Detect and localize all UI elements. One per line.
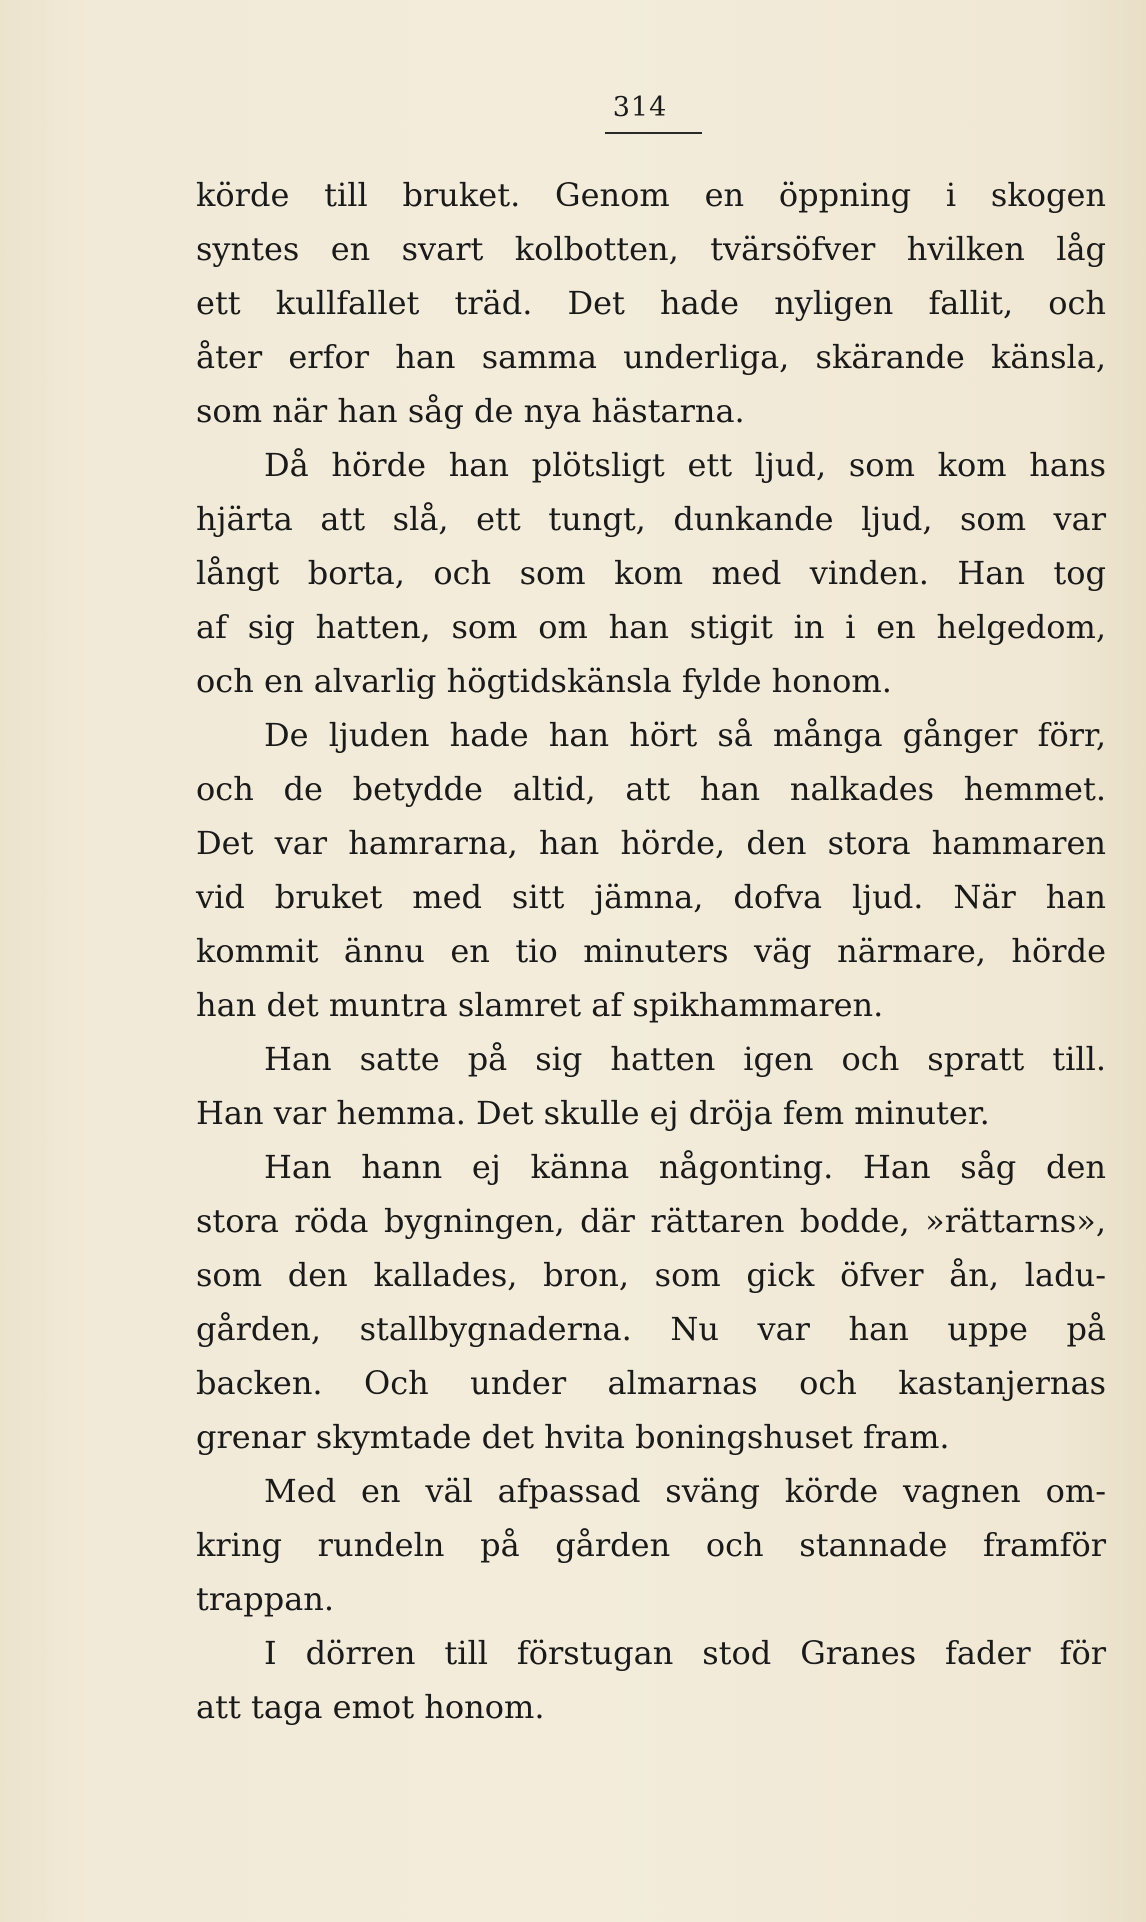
text-line: han det muntra slamret af spikhammaren. bbox=[196, 986, 884, 1024]
text-line: åter erfor han samma underliga, skärande känsla, bbox=[196, 338, 1106, 376]
text-line: Han hann ej känna någonting. Han såg den bbox=[264, 1148, 1106, 1186]
text-line: som den kallades, bron, som gick öfver ån, ladu- bbox=[196, 1256, 1106, 1294]
text-line: och de betydde altid, att han nalkades hemmet. bbox=[196, 770, 1106, 808]
text-line: som när han såg de nya hästarna. bbox=[196, 392, 745, 430]
text-line: kommit ännu en tio minuters väg närmare, hörde bbox=[196, 932, 1106, 970]
text-line: att taga emot honom. bbox=[196, 1688, 545, 1726]
text-line: vid bruket med sitt jämna, dofva ljud. När han bbox=[196, 878, 1106, 916]
text-line: syntes en svart kolbotten, tvärsöfver hvilken låg bbox=[196, 230, 1106, 268]
text-line: stora röda bygningen, där rättaren bodde, »rättarns», bbox=[196, 1202, 1106, 1240]
text-line: och en alvarlig högtidskänsla fylde honom. bbox=[196, 662, 892, 700]
text-line: I dörren till förstugan stod Granes fader för bbox=[264, 1634, 1106, 1672]
text-line: körde till bruket. Genom en öppning i skogen bbox=[196, 176, 1106, 214]
text-line: trappan. bbox=[196, 1580, 335, 1618]
page-number: 314 bbox=[612, 92, 668, 123]
text-line: af sig hatten, som om han stigit in i en helgedom, bbox=[196, 608, 1106, 646]
body-text bbox=[196, 168, 1106, 1734]
text-line: hjärta att slå, ett tungt, dunkande ljud, som var bbox=[196, 500, 1106, 538]
text-line: grenar skymtade det hvita boningshuset fram. bbox=[196, 1418, 950, 1456]
text-line: backen. Och under almarnas och kastanjernas bbox=[196, 1364, 1106, 1402]
text-line: ett kullfallet träd. Det hade nyligen fallit, och bbox=[196, 284, 1106, 322]
text-line: De ljuden hade han hört så många gånger förr, bbox=[264, 716, 1106, 754]
text-line: kring rundeln på gården och stannade framför bbox=[196, 1526, 1106, 1564]
text-line: Det var hamrarna, han hörde, den stora hammaren bbox=[196, 824, 1106, 862]
text-line: Han satte på sig hatten igen och spratt till. bbox=[264, 1040, 1106, 1078]
text-line: gården, stallbygnaderna. Nu var han uppe på bbox=[196, 1310, 1106, 1348]
page-number-rule bbox=[605, 132, 702, 134]
text-line: Han var hemma. Det skulle ej dröja fem minuter. bbox=[196, 1094, 990, 1132]
text-line: långt borta, och som kom med vinden. Han tog bbox=[196, 554, 1106, 592]
text-line: Med en väl afpassad sväng körde vagnen om- bbox=[264, 1472, 1106, 1510]
text-line: Då hörde han plötsligt ett ljud, som kom hans bbox=[264, 446, 1106, 484]
